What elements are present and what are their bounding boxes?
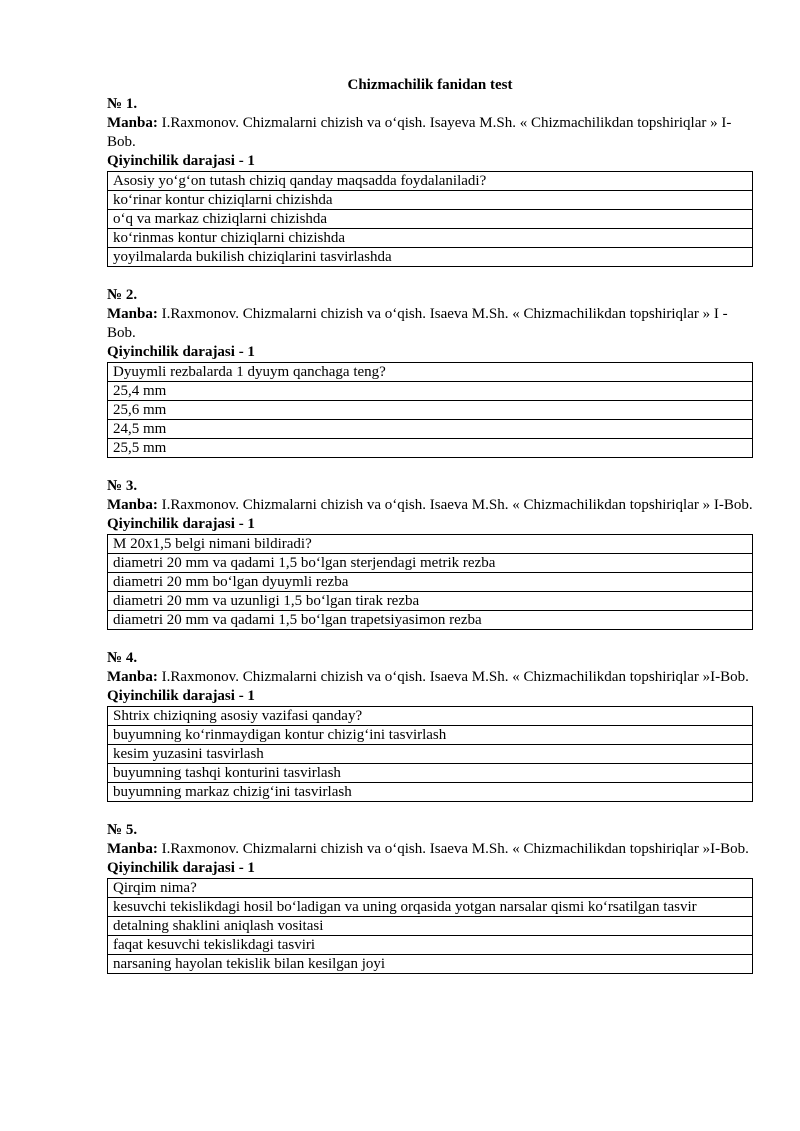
source-label: Manba: [107,115,158,131]
question-source [107,668,753,687]
answer-row [108,191,753,210]
answer-row [108,382,753,401]
answer-option: 25,4 mm [108,382,753,401]
answer-option: buyumning markaz chizig‘ini tasvirlash [108,783,753,802]
document-page [107,76,753,993]
answer-option: diametri 20 mm va qadami 1,5 bo‘lgan sterjendagi metrik rezba [108,554,753,573]
question-text: Dyuymli rezbalarda 1 dyuym qanchaga teng? [108,363,753,382]
answer-row [108,764,753,783]
answer-option: diametri 20 mm va qadami 1,5 bo‘lgan trapetsiyasimon rezba [108,611,753,630]
answer-row [108,248,753,267]
question-number: № 1. [107,96,138,112]
question-source [107,496,753,515]
questions-list [107,95,753,974]
answer-option: diametri 20 mm va uzunligi 1,5 bo‘lgan tirak rezba [108,592,753,611]
question-block [107,649,753,802]
question-table [107,362,753,458]
answer-row [108,898,753,917]
source-label: Manba: [107,306,158,322]
answer-row [108,955,753,974]
answer-row [108,936,753,955]
question-number: № 4. [107,650,138,666]
answer-option: ko‘rinar kontur chiziqlarni chizishda [108,191,753,210]
question-text: Qirqim nima? [108,879,753,898]
question-number: № 5. [107,822,138,838]
answer-option: kesuvchi tekislikdagi hosil bo‘ladigan va uning orqasida yotgan narsalar qismi ko‘rsatilgan tasvir [108,898,753,917]
question-row [108,535,753,554]
difficulty-level: Qiyinchilik darajasi - 1 [107,344,255,360]
question-block [107,477,753,630]
difficulty-level: Qiyinchilik darajasi - 1 [107,860,255,876]
source-text: I.Raxmonov. Chizmalarni chizish va o‘qish. Isaeva M.Sh. « Chizmachilikdan topshiriqlar »I-Bob. [157,669,749,685]
answer-option: detalning shaklini aniqlash vositasi [108,917,753,936]
question-row [108,172,753,191]
question-text: Asosiy yo‘g‘on tutash chiziq qanday maqsadda foydalaniladi? [108,172,753,191]
source-label: Manba: [107,497,158,513]
answer-row [108,611,753,630]
question-row [108,707,753,726]
question-source [107,114,753,152]
answer-row [108,210,753,229]
difficulty-level: Qiyinchilik darajasi - 1 [107,516,255,532]
question-table [107,706,753,802]
answer-row [108,439,753,458]
answer-row [108,917,753,936]
source-label: Manba: [107,841,158,857]
source-text: I.Raxmonov. Chizmalarni chizish va o‘qish. Isaeva M.Sh. « Chizmachilikdan topshiriqlar »I-Bob. [157,841,749,857]
answer-row [108,401,753,420]
answer-row [108,420,753,439]
question-row [108,363,753,382]
answer-option: buyumning ko‘rinmaydigan kontur chizig‘ini tasvirlash [108,726,753,745]
source-label: Manba: [107,669,158,685]
answer-row [108,229,753,248]
answer-row [108,554,753,573]
source-text: I.Raxmonov. Chizmalarni chizish va o‘qish. Isaeva M.Sh. « Chizmachilikdan topshiriqlar » I -Bob. [107,306,728,341]
question-block [107,95,753,267]
answer-option: 25,5 mm [108,439,753,458]
source-text: I.Raxmonov. Chizmalarni chizish va o‘qish. Isayeva M.Sh. « Chizmachilikdan topshiriqlar » I-Bob. [107,115,732,150]
source-text: I.Raxmonov. Chizmalarni chizish va o‘qish. Isaeva M.Sh. « Chizmachilikdan topshiriqlar » I-Bob. [157,497,753,513]
question-number: № 3. [107,478,138,494]
answer-option: buyumning tashqi konturini tasvirlash [108,764,753,783]
question-source [107,305,753,343]
answer-option: yoyilmalarda bukilish chiziqlarini tasvirlashda [108,248,753,267]
answer-option: diametri 20 mm bo‘lgan dyuymli rezba [108,573,753,592]
page-title: Chizmachilik fanidan test [347,77,513,93]
question-table [107,878,753,974]
answer-option: 24,5 mm [108,420,753,439]
question-block [107,821,753,974]
difficulty-level: Qiyinchilik darajasi - 1 [107,688,255,704]
question-table [107,534,753,630]
question-number: № 2. [107,287,138,303]
answer-option: kesim yuzasini tasvirlash [108,745,753,764]
question-block [107,286,753,458]
answer-option: faqat kesuvchi tekislikdagi tasviri [108,936,753,955]
question-text: M 20x1,5 belgi nimani bildiradi? [108,535,753,554]
question-source [107,840,753,859]
question-text: Shtrix chiziqning asosiy vazifasi qanday? [108,707,753,726]
answer-option: 25,6 mm [108,401,753,420]
answer-row [108,573,753,592]
answer-row [108,745,753,764]
answer-row [108,592,753,611]
question-table [107,171,753,267]
difficulty-level: Qiyinchilik darajasi - 1 [107,153,255,169]
answer-row [108,726,753,745]
question-row [108,879,753,898]
answer-option: narsaning hayolan tekislik bilan kesilgan joyi [108,955,753,974]
answer-option: ko‘rinmas kontur chiziqlarni chizishda [108,229,753,248]
answer-option: o‘q va markaz chiziqlarni chizishda [108,210,753,229]
answer-row [108,783,753,802]
